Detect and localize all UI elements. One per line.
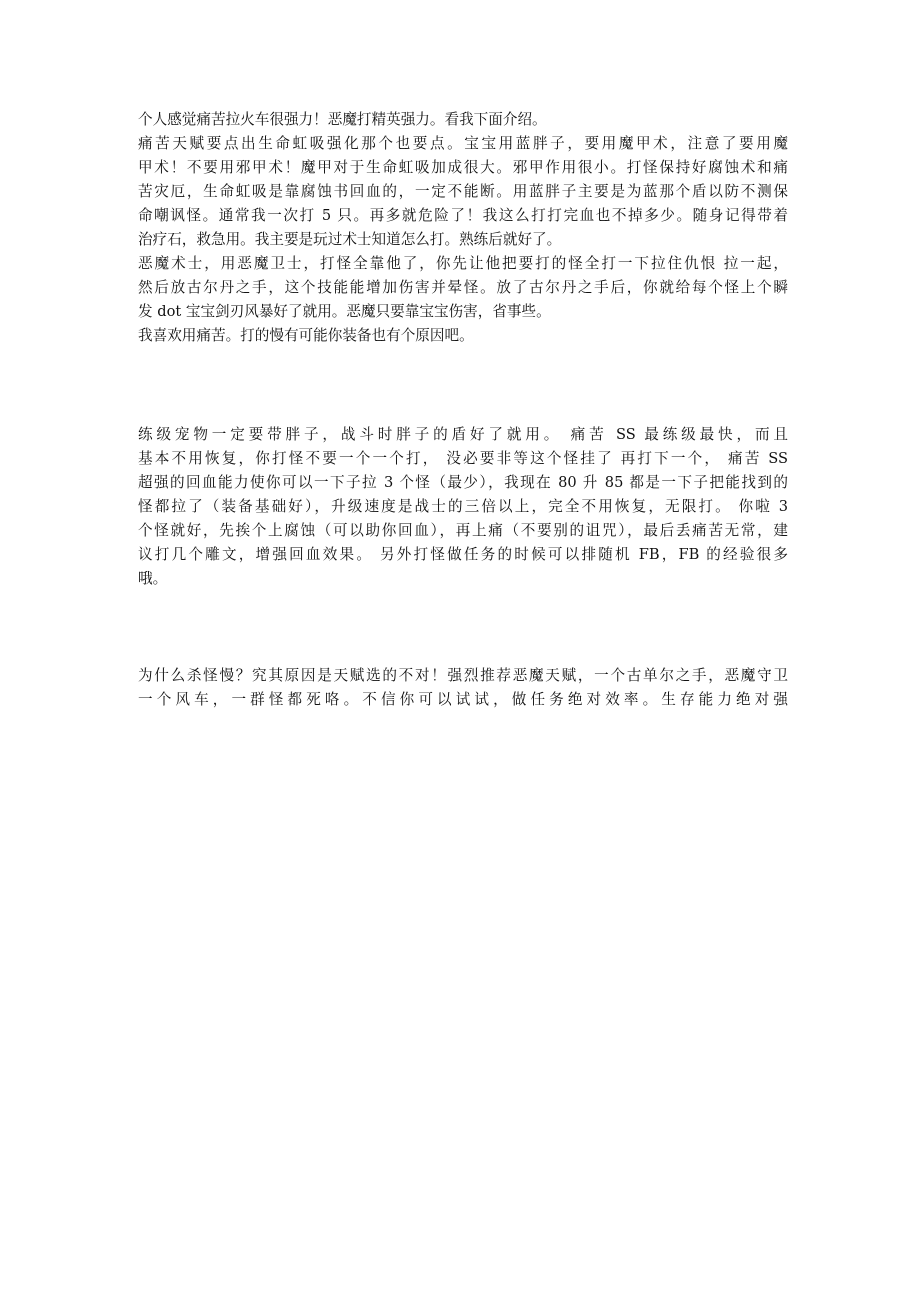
text-line: 个人感觉痛苦拉火车很强力！恶魔打精英强力。看我下面介绍。 [138,111,547,128]
text-line: 发 dot 宝宝剑刃风暴好了就用。恶魔只要靠宝宝伤害，省事些。 [138,303,551,320]
text-line: 痛苦天赋要点出生命虹吸强化那个也要点。宝宝用蓝胖子，要用魔甲术，注意了要用魔 [138,135,788,152]
text-line: 练级宠物一定要带胖子，战斗时胖子的盾好了就用。 痛苦 SS 最练级最快，而且 [138,426,788,443]
text-line: 一个风车，一群怪都死咯。不信你可以试试，做任务绝对效率。生存能力绝对强 [138,691,788,708]
text-line: 甲术！不要用邪甲术！魔甲对于生命虹吸加成很大。邪甲作用很小。打怪保持好腐蚀术和痛 [138,159,788,176]
text-line: 议打几个雕文，增强回血效果。 另外打怪做任务的时候可以排随机 FB，FB 的经验很多 [138,546,788,563]
text-line: 命嘲讽怪。通常我一次打 5 只。再多就危险了！我这么打打完血也不掉多少。随身记得带着 [138,207,788,224]
text-line: 苦灾厄，生命虹吸是靠腐蚀书回血的，一定不能断。用蓝胖子主要是为蓝那个盾以防不测保 [138,183,788,200]
text-line: 超强的回血能力使你可以一下子拉 3 个怪（最少），我现在 80 升 85 都是一下子把能找到的 [138,474,788,491]
text-line: 我喜欢用痛苦。打的慢有可能你装备也有个原因吧。 [138,327,474,344]
text-line: 为什么杀怪慢？究其原因是天赋选的不对！强烈推荐恶魔天赋，一个古单尔之手，恶魔守卫 [138,667,788,684]
text-line: 治疗石，救急用。我主要是玩过术士知道怎么打。熟练后就好了。 [138,231,562,248]
text-line: 然后放古尔丹之手，这个技能能增加伤害并晕怪。放了古尔丹之手后，你就给每个怪上个瞬 [138,279,788,296]
text-line: 怪都拉了（装备基础好），升级速度是战士的三倍以上，完全不用恢复，无限打。 你啦 3 [138,498,788,515]
text-line: 恶魔术士，用恶魔卫士，打怪全靠他了，你先让他把要打的怪全打一下拉住仇恨 拉一起， [138,255,788,272]
text-line: 哦。 [138,570,168,587]
text-line: 个怪就好，先挨个上腐蚀（可以助你回血），再上痛（不要别的诅咒），最后丢痛苦无常，建 [138,522,788,539]
text-line: 基本不用恢复，你打怪不要一个一个打， 没必要非等这个怪挂了 再打下一个， 痛苦 SS [138,450,788,467]
